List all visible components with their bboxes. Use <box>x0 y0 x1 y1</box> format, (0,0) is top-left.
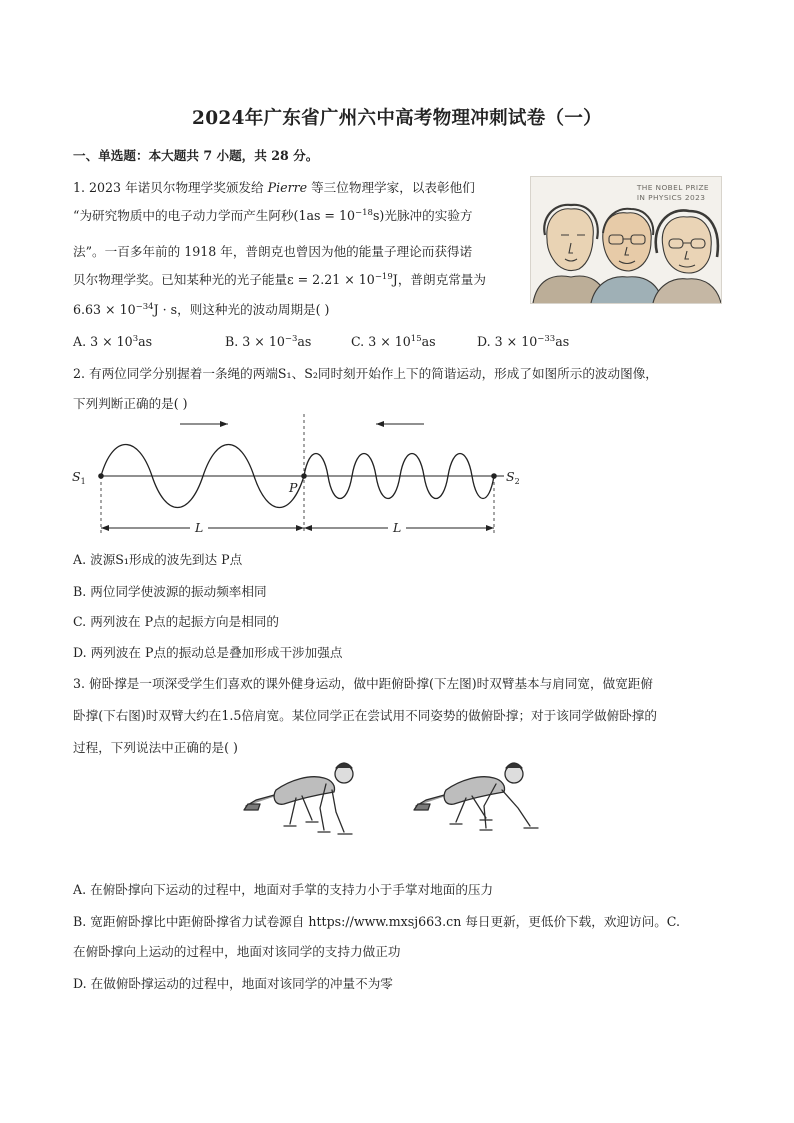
q2-line-1: 2. 有两位同学分别握着一条绳的两端S₁、S₂同时刻开始作上下的简谐运动，形成了如图所示的波动图像， <box>73 366 658 381</box>
q1-option-b[interactable]: B. $3 \times 10^{-3}as$ <box>225 334 312 349</box>
q1-line-1 <box>73 180 475 196</box>
q1-text: s)光脉冲的实验方 <box>372 208 473 223</box>
q1-line-4 <box>73 272 486 288</box>
q1-name-pierre: Pierre <box>267 180 308 195</box>
q1-exponent: −18 <box>355 208 373 218</box>
q2-option-a[interactable]: A. 波源S₁形成的波先到达 P点 <box>73 552 243 567</box>
q1-text: J，普朗克常量为 <box>392 272 486 287</box>
nobel-caption-line-2: IN PHYSICS 2023 <box>636 193 706 202</box>
nobel-laureates-image <box>530 176 722 304</box>
pushup-wide-width-icon <box>414 763 538 830</box>
pushup-mid-width-icon <box>244 763 353 834</box>
q1-option-c[interactable]: C. $3 \times 10^{15}as$ <box>351 334 436 349</box>
left-arrowhead-icon <box>376 421 384 427</box>
q1-option-d[interactable]: D. $3 \times 10^{-33}as$ <box>477 334 570 349</box>
wave-diagram <box>68 414 528 540</box>
label-l-left: L <box>195 520 204 535</box>
q1-text: 6.63 × 10 <box>73 302 136 317</box>
page-title: 2024年广东省广州六中高考物理冲刺试卷（一） <box>192 108 602 129</box>
q3-option-b[interactable]: B. 宽距俯卧撑比中距俯卧撑省力试卷源自 https://www.mxsj663.cn 每日更新，更低价下载，欢迎访问。C. <box>73 914 681 929</box>
section-label: 一、单选题： <box>73 148 149 163</box>
source-s2-dot <box>491 473 497 479</box>
point-p-dot <box>301 473 307 479</box>
q2-line-2: 下列判断正确的是( ) <box>73 396 188 411</box>
q2-option-c[interactable]: C. 两列波在 P点的起振方向是相同的 <box>73 614 279 629</box>
q3-option-d[interactable]: D. 在做俯卧撑运动的过程中，地面对该同学的冲量不为零 <box>73 976 393 991</box>
q1-text: 法”。一百多年前的 1918 年，普朗克也曾因为他的能量子理论而获得诺 <box>73 244 473 259</box>
label-p: P <box>289 480 298 495</box>
q3-line-1: 3. 俯卧撑是一项深受学生们喜欢的课外健身运动，做中距俯卧撑(下左图)时双臂基本与肩同宽，做宽距俯 <box>73 676 653 691</box>
q1-text: “为研究物质中的电子动力学而产生阿秒(1as = 10 <box>73 208 356 223</box>
source-s1-dot <box>98 473 104 479</box>
q3-option-a[interactable]: A. 在俯卧撑向下运动的过程中，地面对手掌的支持力小于手掌对地面的压力 <box>73 882 494 897</box>
q3-line-2: 卧撑(下右图)时双臂大约在1.5倍肩宽。某位同学正在尝试用不同姿势的做俯卧撑；对于该同学做俯卧撑的 <box>73 708 657 723</box>
q3-line-3: 过程，下列说法中正确的是( ) <box>73 740 238 755</box>
q1-text: J · s，则这种光的波动周期是( ) <box>153 302 330 317</box>
q1-text: 贝尔物理学奖。已知某种光的光子能量ε = 2.21 × 10 <box>73 272 375 287</box>
q1-exponent: −34 <box>135 302 154 312</box>
label-s2: $S_2$ <box>506 469 520 486</box>
q2-option-d[interactable]: D. 两列波在 P点的振动总是叠加形成干涉加强点 <box>73 645 343 660</box>
laureate-portraits-icon <box>531 177 721 303</box>
q2-option-b[interactable]: B. 两位同学使波源的振动频率相同 <box>73 584 267 599</box>
label-l-right: L <box>393 520 402 535</box>
q1-exponent: −19 <box>374 272 393 282</box>
q1-options <box>73 334 569 350</box>
section-heading <box>73 148 318 164</box>
pushup-figures <box>240 760 560 856</box>
q1-line-5 <box>73 302 329 318</box>
q1-line-2 <box>73 208 473 224</box>
nobel-caption-line-1: THE NOBEL PRIZE <box>636 183 709 192</box>
q1-option-a[interactable]: A. $3 \times 10^3as$ <box>73 334 153 349</box>
right-arrowhead-icon <box>220 421 228 427</box>
q3-option-c[interactable]: 在俯卧撑向上运动的过程中，地面对该同学的支持力做正功 <box>73 944 401 959</box>
q1-text: 1. 2023 年诺贝尔物理学奖颁发给 <box>73 180 268 195</box>
section-detail: 本大题共 7 小题，共 28 分。 <box>148 148 319 163</box>
q1-line-3 <box>73 244 472 260</box>
q1-text: 等三位物理学家，以表彰他们 <box>307 180 475 195</box>
label-s1: $S_1$ <box>72 469 86 486</box>
